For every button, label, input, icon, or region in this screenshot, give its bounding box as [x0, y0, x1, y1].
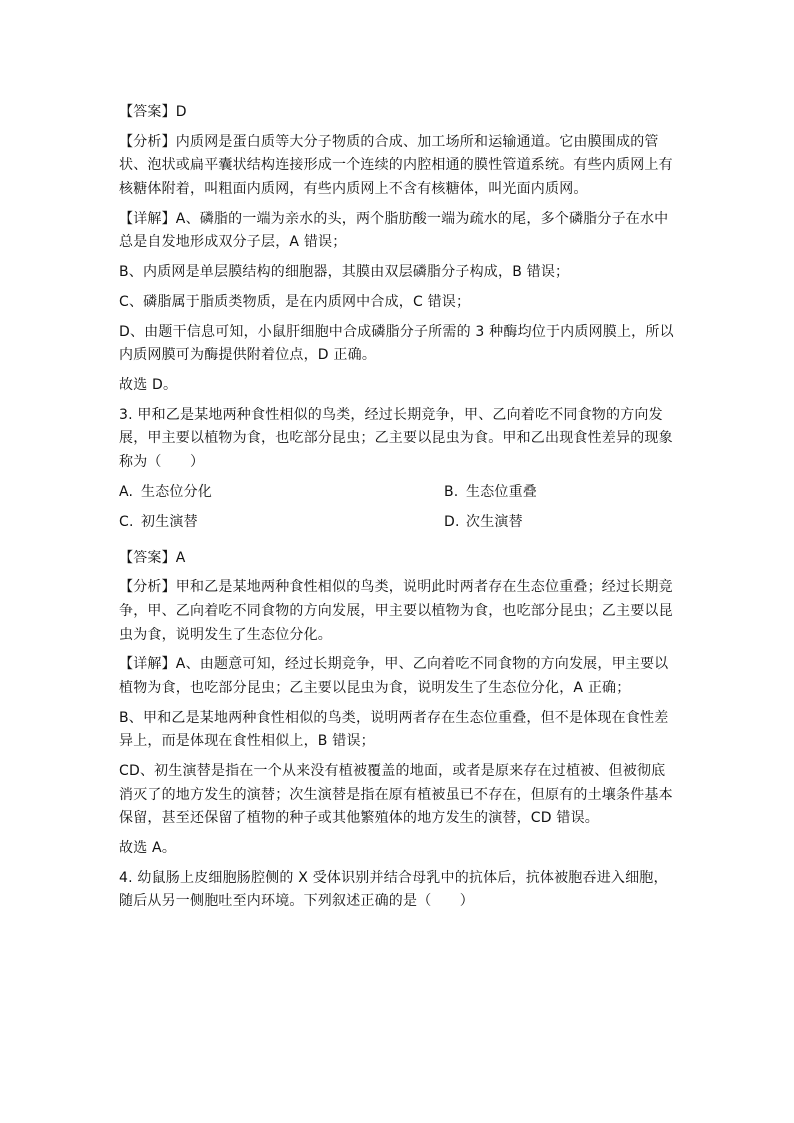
- q2-conclusion: 故选 D。: [119, 377, 178, 394]
- q3-detail-cd: CD、初生演替是指在一个从来没有植被覆盖的地面，或者是原来存在过植被、但被彻底消灭了的地方发生的演替；次生演替是指在原有植被虽已不存在，但原有的土壤条件基本保留，甚至还保留了植物的种子或其他繁殖体的地方发生的演替，CD 错误。: [119, 763, 673, 827]
- option-label: C.: [119, 513, 134, 530]
- q3-detail-b: B、甲和乙是某地两种食性相似的鸟类，说明两者存在生态位重叠，但不是体现在食性差异上，而是体现在食性相似上，B 错误；: [119, 709, 669, 750]
- q2-detail-a: 【详解】A、磷脂的一端为亲水的头，两个脂肪酸一端为疏水的尾，多个磷脂分子在水中总是自发地形成双分子层，A 错误；: [119, 210, 669, 251]
- option-text: 初生演替: [141, 513, 198, 530]
- q2-analysis: 【分析】内质网是蛋白质等大分子物质的合成、加工场所和运输通道。它由膜围成的管状、泡状或扁平囊状结构连接形成一个连续的内腔相通的膜性管道系统。有些内质网上有核糖体附着，叫粗面内质网，有些内质网上不含有核糖体，叫光面内质网。: [119, 133, 673, 197]
- q3-option-c: [119, 511, 444, 535]
- q3-option-d: [444, 511, 679, 535]
- option-label: B.: [444, 483, 459, 500]
- q2-answer: 【答案】D: [119, 104, 187, 120]
- q3-option-b: [444, 481, 679, 505]
- q3-options: [119, 481, 679, 541]
- q2-detail-d: D、由题干信息可知，小鼠肝细胞中合成磷脂分子所需的 3 种酶均位于内质网膜上，所以内质网膜可为酶提供附着位点，D 正确。: [119, 323, 674, 364]
- option-text: 生态位重叠: [466, 483, 537, 500]
- q3-conclusion: 故选 A。: [119, 840, 177, 857]
- q3-option-a: [119, 481, 444, 505]
- option-label: D.: [444, 513, 460, 530]
- q3-detail-a: 【详解】A、由题意可知，经过长期竞争，甲、乙向着吃不同食物的方向发展，甲主要以植物为食，也吃部分昆虫；乙主要以昆虫为食，说明发生了生态位分化，A 正确；: [119, 656, 669, 696]
- q4-stem: 4. 幼鼠肠上皮细胞肠腔侧的 X 受体识别并结合母乳中的抗体后，抗体被胞吞进入细胞，随后从另一侧胞吐至内环境。下列叙述正确的是（ ）: [119, 869, 668, 910]
- q3-answer: 【答案】A: [119, 549, 186, 566]
- option-text: 生态位分化: [141, 483, 212, 500]
- option-label: A.: [119, 483, 134, 500]
- option-text: 次生演替: [466, 513, 523, 530]
- q3-stem: 3. 甲和乙是某地两种食性相似的鸟类，经过长期竞争，甲、乙向着吃不同食物的方向发展，甲主要以植物为食，也吃部分昆虫；乙主要以昆虫为食。甲和乙出现食性差异的现象称为（ ）: [119, 406, 673, 471]
- q3-analysis: 【分析】甲和乙是某地两种食性相似的鸟类，说明此时两者存在生态位重叠；经过长期竞争，甲、乙向着吃不同食物的方向发展，甲主要以植物为食，也吃部分昆虫；乙主要以昆虫为食，说明发生了生态位分化。: [119, 579, 673, 643]
- q2-detail-b: B、内质网是单层膜结构的细胞器，其膜由双层磷脂分子构成，B 错误；: [119, 264, 570, 281]
- document-body: [119, 101, 679, 920]
- q2-detail-c: C、磷脂属于脂质类物质，是在内质网中合成，C 错误；: [119, 293, 471, 310]
